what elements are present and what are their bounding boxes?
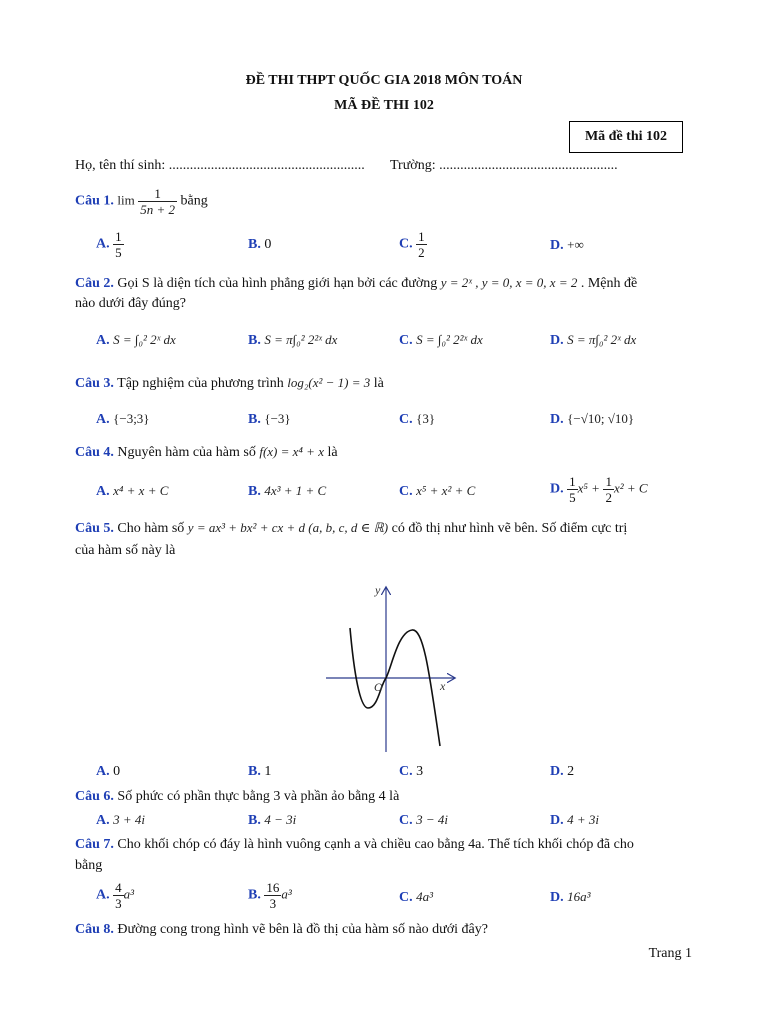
school-line: Trường: ...................................................: [390, 158, 618, 173]
q1-option-d[interactable]: D. +∞: [550, 237, 584, 253]
q4-option-c[interactable]: C. x⁵ + x² + C: [399, 483, 476, 499]
q3-option-c[interactable]: C. {3}: [399, 411, 436, 427]
q5-option-d[interactable]: D. 2: [550, 764, 575, 779]
q2-option-a[interactable]: A. S = ∫₀² 2ˣ dx: [96, 332, 176, 348]
page-number: Trang 1: [648, 946, 692, 961]
q6-option-b[interactable]: B. 4 − 3i: [248, 812, 297, 828]
fraction: $\frac{1}{5n + 2}$: [140, 186, 176, 217]
question-7-line2: bằng: [75, 858, 103, 873]
question-label: Câu 1.: [75, 193, 114, 209]
origin-label: O: [374, 680, 383, 694]
question-1: Câu 1. lim $\frac{1}{5n + 2}$ bằng: [75, 186, 208, 217]
q5-option-a[interactable]: A. 0: [96, 764, 121, 779]
question-4: Câu 4. Nguyên hàm của hàm số f(x) = x⁴ + x là: [75, 444, 338, 460]
q7-option-c[interactable]: C. 4a³: [399, 889, 434, 905]
q4-option-d[interactable]: D. $\frac{1}{5}$ x⁵ + $\frac{1}{2}$ x² + C: [550, 474, 648, 505]
question-8: Câu 8. Đường cong trong hình vẽ bên là đồ thị của hàm số nào dưới đây?: [75, 922, 488, 937]
q5-option-c[interactable]: C. 3: [399, 764, 424, 779]
q6-option-a[interactable]: A. 3 + 4i: [96, 812, 146, 828]
q6-option-d[interactable]: D. 4 + 3i: [550, 812, 600, 828]
q5-option-b[interactable]: B. 1: [248, 764, 272, 779]
x-axis-label: x: [440, 679, 446, 693]
question-2: Câu 2. Gọi S là diện tích của hình phẳng giới hạn bởi các đường y = 2ˣ , y = 0, x = 0, x = 2 . Mệnh đề: [75, 275, 638, 291]
q2-option-d[interactable]: D. S = π∫₀² 2ˣ dx: [550, 332, 637, 348]
question-7: Câu 7. Cho khối chóp có đáy là hình vuông cạnh a và chiều cao bằng 4a. Thể tích khối chóp đã cho: [75, 837, 634, 852]
q7-option-d[interactable]: D. 16a³: [550, 889, 591, 905]
q3-option-a[interactable]: A. {−3;3}: [96, 411, 150, 427]
q3-option-b[interactable]: B. {−3}: [248, 411, 291, 427]
q4-option-b[interactable]: B. 4x³ + 1 + C: [248, 483, 327, 499]
cubic-function-graph: [322, 578, 462, 758]
question-2-line2: nào dưới đây đúng?: [75, 296, 187, 311]
q1-option-b[interactable]: B. 0: [248, 237, 272, 252]
q3-option-d[interactable]: D. {−√10; √10}: [550, 411, 635, 427]
question-5: Câu 5. Cho hàm số y = ax³ + bx² + cx + d (a, b, c, d ∈ ℝ) có đồ thị như hình vẽ bên. Số điểm cực trị: [75, 520, 628, 536]
student-name-line: Họ, tên thí sinh: ........................................................: [75, 158, 365, 173]
q6-option-c[interactable]: C. 3 − 4i: [399, 812, 449, 828]
question-6: Câu 6. Số phức có phần thực bằng 3 và phần ảo bằng 4 là: [75, 789, 400, 804]
q1-option-c[interactable]: C. $\frac{1}{2}$: [399, 229, 425, 260]
q7-option-a[interactable]: A. $\frac{4}{3}$ a³: [96, 880, 135, 911]
exam-title: ĐỀ THI THPT QUỐC GIA 2018 MÔN TOÁN: [245, 73, 523, 88]
q2-option-b[interactable]: B. S = π∫₀² 2²ˣ dx: [248, 332, 338, 348]
q2-option-c[interactable]: C. S = ∫₀² 2²ˣ dx: [399, 332, 483, 348]
question-3: Câu 3. Tập nghiệm của phương trình log₂(x² − 1) = 3 là: [75, 375, 384, 391]
q1-option-a[interactable]: A. $\frac{1}{5}$: [96, 229, 122, 260]
curve: [350, 628, 440, 746]
exam-subtitle: MÃ ĐỀ THI 102: [334, 98, 434, 113]
q4-option-a[interactable]: A. x⁴ + x + C: [96, 483, 169, 499]
y-axis-label: y: [375, 583, 381, 597]
question-5-line2: của hàm số này là: [75, 543, 176, 558]
q7-option-b[interactable]: B. $\frac{16}{3}$ a³: [248, 880, 292, 911]
exam-code-box: Mã đề thi 102: [569, 121, 683, 153]
